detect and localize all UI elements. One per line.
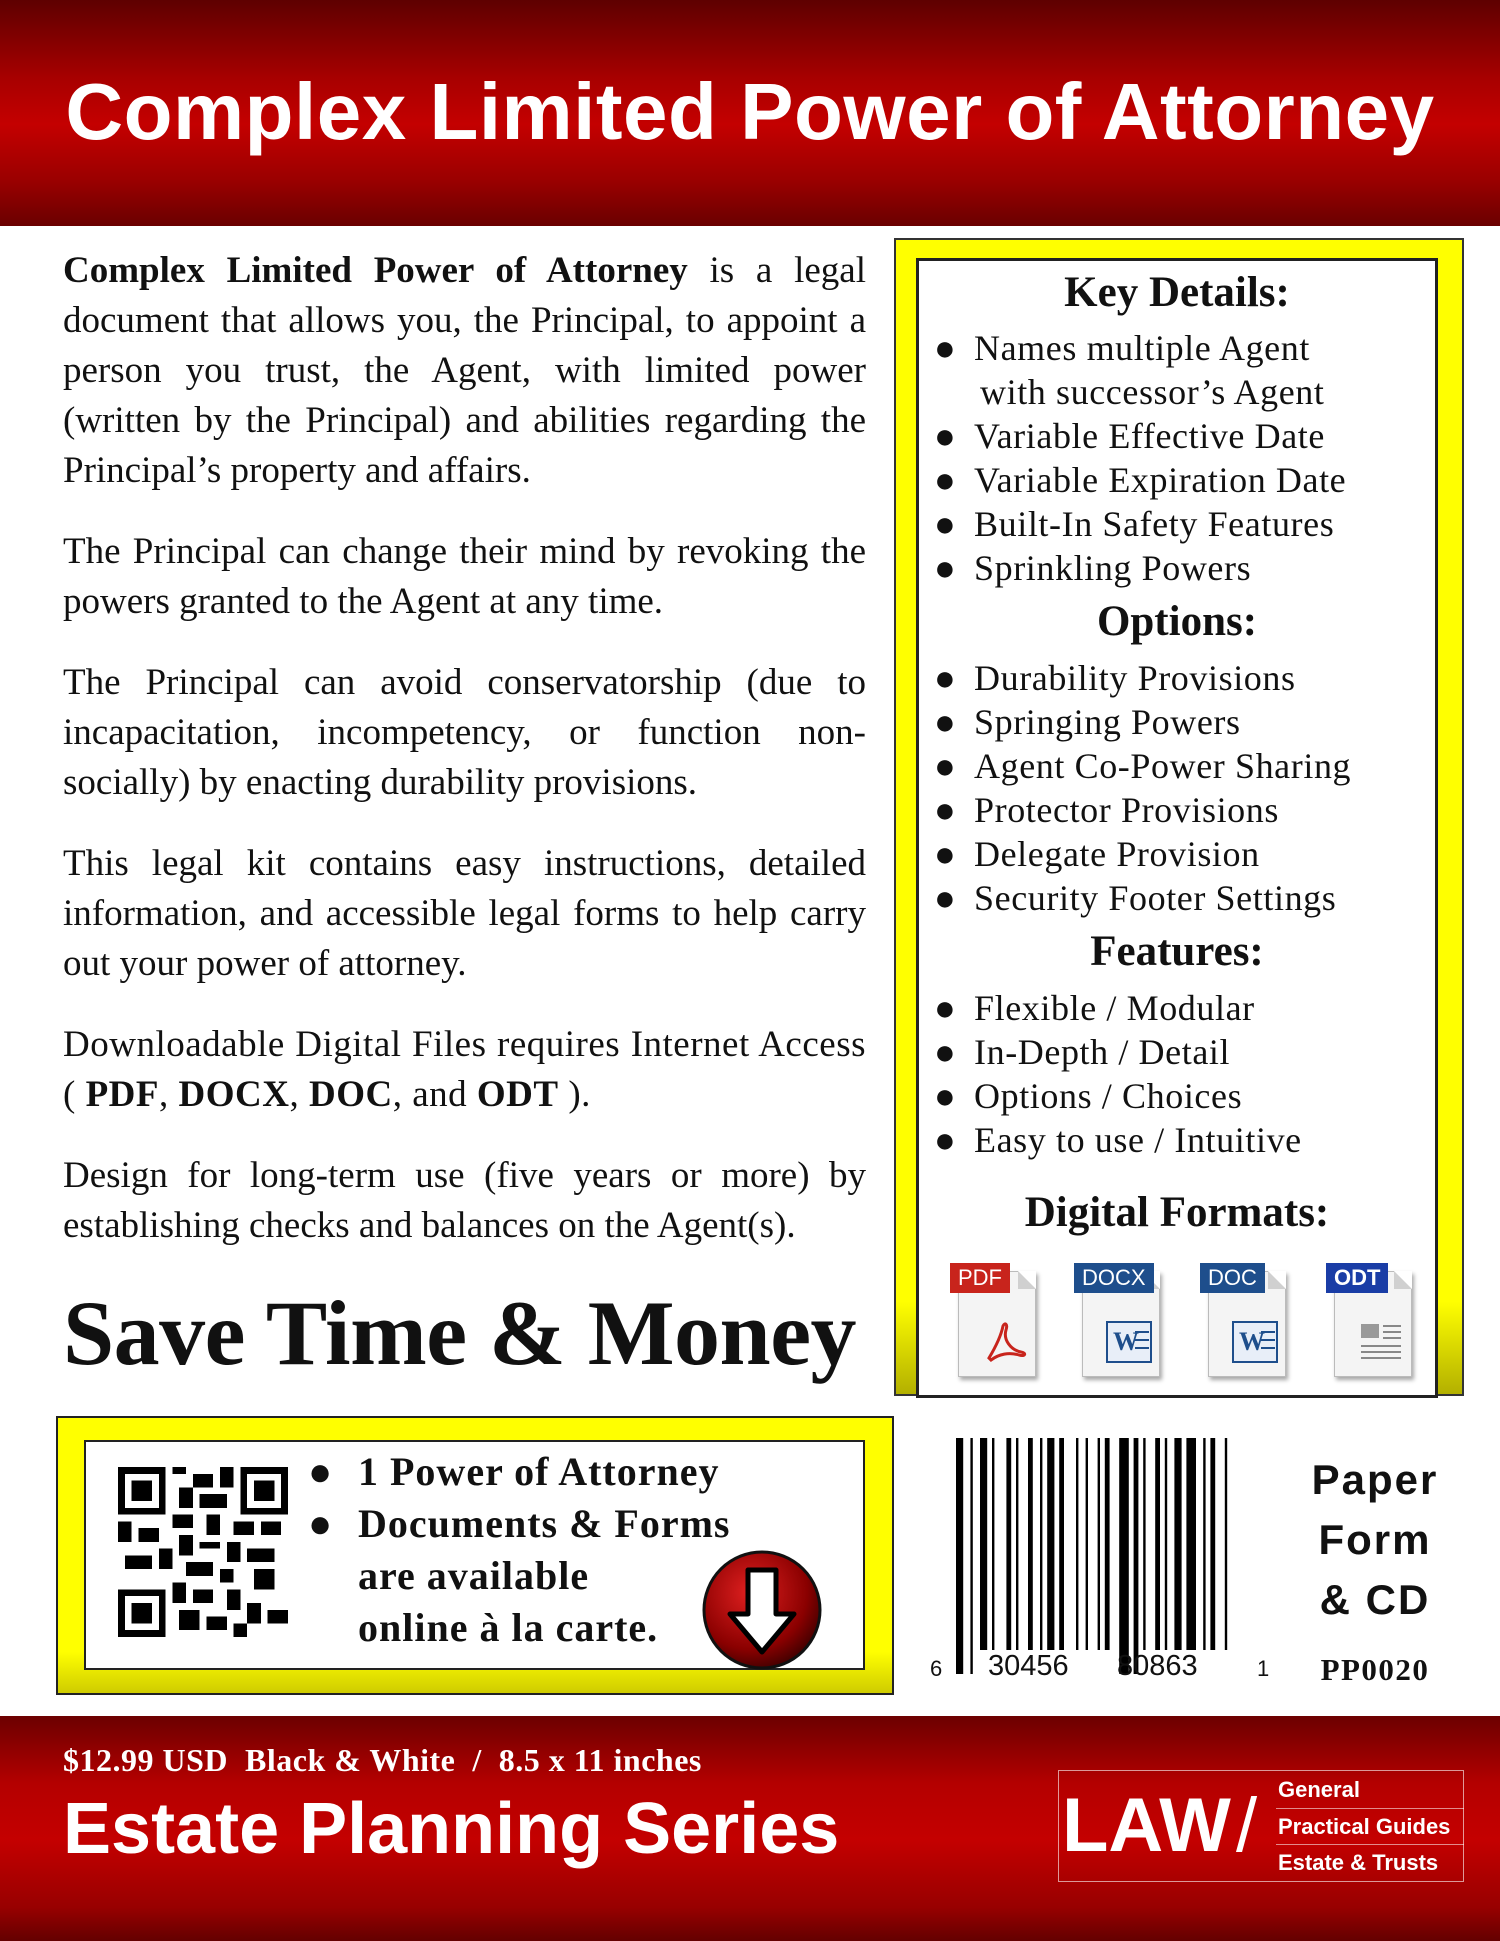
- barcode-bar: [1225, 1438, 1227, 1650]
- list-item: ● Springing Powers: [934, 702, 1241, 742]
- product-name: Complex Limited Power of Attorney: [63, 250, 688, 291]
- description-column: [63, 246, 866, 1282]
- list-item: ● Protector Provisions: [934, 790, 1279, 830]
- svg-text:W: W: [1239, 1327, 1265, 1356]
- product-format-line: Form: [1318, 1516, 1432, 1563]
- list-item: ● Durability Provisions: [934, 658, 1296, 698]
- page-title: Complex Limited Power of Attorney: [65, 67, 1435, 156]
- list-item: ● Easy to use / Intuitive: [934, 1120, 1302, 1160]
- barcode-bar: [1059, 1438, 1064, 1650]
- description-paragraph-3: The Principal can avoid conservatorship (due to incapacitation, incompetency, or function non-socially) by enacting durability provisions.: [63, 662, 866, 803]
- description-paragraph-2: The Principal can change their mind by revoking the powers granted to the Agent at any time.: [63, 531, 866, 622]
- list-item: ● Variable Expiration Date: [934, 460, 1347, 500]
- barcode-bar: [1028, 1438, 1033, 1650]
- product-format-line: Paper: [1311, 1456, 1439, 1503]
- price-line: $12.99 USD Black & White / 8.5 x 11 inches: [63, 1742, 702, 1778]
- barcode-bar: [956, 1438, 963, 1674]
- svg-text:W: W: [1113, 1327, 1139, 1356]
- product-format-line: & CD: [1319, 1576, 1431, 1623]
- barcode-bar: [1210, 1438, 1215, 1650]
- format-docx: DOCX: [178, 1074, 290, 1115]
- barcode-digit-right: 1: [1257, 1656, 1270, 1681]
- list-item: ● Security Footer Settings: [934, 878, 1337, 918]
- barcode-digit-left: 6: [930, 1656, 943, 1681]
- barcode-bar: [1134, 1438, 1139, 1674]
- doc-file-icon: [1200, 1263, 1288, 1381]
- list-item-continuation: with successor’s Agent: [980, 372, 1325, 412]
- description-paragraph-1-text: is a legal document that allows you, the Principal, to appoint a person you trust, the Agent, with limited power (written by the Principal) and abilities regarding the Principal’s property and affairs.: [63, 250, 866, 491]
- odt-label: ODT: [1326, 1263, 1388, 1293]
- series-title: Estate Planning Series: [63, 1789, 840, 1869]
- format-and: , and: [392, 1074, 477, 1115]
- key-details-list: [930, 326, 1430, 590]
- features-list: [930, 986, 1430, 1162]
- description-paragraph-6: Design for long-term use (five years or more) by establishing checks and balances on the Agent(s).: [63, 1155, 866, 1246]
- format-separator: ,: [289, 1074, 309, 1115]
- barcode-bar: [1047, 1438, 1054, 1650]
- list-item: ● Options / Choices: [934, 1076, 1243, 1116]
- format-separator: ,: [159, 1074, 179, 1115]
- barcode-bar: [1174, 1438, 1181, 1650]
- barcode-bar: [1203, 1438, 1205, 1650]
- format-pdf: PDF: [85, 1074, 160, 1115]
- online-text-line-2: online à la carte.: [358, 1605, 659, 1650]
- barcode-bar: [1186, 1438, 1196, 1650]
- law-logo-line-1: General: [1278, 1777, 1360, 1802]
- list-item: ● Agent Co-Power Sharing: [934, 746, 1352, 786]
- law-logo-line-2: Practical Guides: [1276, 1808, 1464, 1844]
- docx-file-icon: [1074, 1263, 1162, 1381]
- barcode-bar: [1006, 1438, 1011, 1650]
- format-doc: DOC: [308, 1074, 393, 1115]
- list-item: ● Sprinkling Powers: [934, 548, 1252, 588]
- barcode-bar: [1016, 1438, 1018, 1650]
- barcode-bar: [1165, 1438, 1167, 1650]
- description-paragraph-1: [63, 246, 866, 496]
- barcode-bar: [970, 1438, 972, 1674]
- tagline: Save Time & Money: [63, 1282, 857, 1384]
- online-list: [308, 1446, 731, 1550]
- pdf-file-icon: [950, 1263, 1038, 1381]
- options-list: [930, 656, 1430, 920]
- barcode: [930, 1430, 1270, 1690]
- list-item: ● Documents & Forms: [308, 1501, 731, 1546]
- law-logo-text: LAW: [1062, 1783, 1231, 1868]
- odt-file-icon: [1326, 1263, 1414, 1381]
- list-item: ● Built-In Safety Features: [934, 504, 1335, 544]
- files-suffix: ).: [558, 1074, 591, 1115]
- barcode-bar: [1076, 1438, 1078, 1650]
- barcode-bar: [1143, 1438, 1145, 1650]
- list-item: ● Flexible / Modular: [934, 988, 1255, 1028]
- down-arrow-icon[interactable]: [700, 1548, 824, 1672]
- online-text-line-1: are available: [358, 1553, 590, 1598]
- barcode-bar: [980, 1438, 987, 1650]
- qr-code-icon[interactable]: [118, 1467, 288, 1637]
- features-heading: Features:: [1090, 928, 1264, 975]
- list-item: ● Variable Effective Date: [934, 416, 1325, 456]
- barcode-bar: [1105, 1438, 1110, 1650]
- barcode-bar: [1155, 1438, 1160, 1650]
- product-format: [1290, 1450, 1460, 1630]
- description-paragraph-4: This legal kit contains easy instructions, detailed information, and accessible legal forms to help carry out your power of attorney.: [63, 843, 866, 984]
- barcode-bar: [1119, 1438, 1129, 1674]
- list-item: ● 1 Power of Attorney: [308, 1449, 720, 1494]
- docx-label: DOCX: [1074, 1263, 1154, 1293]
- barcode-digits-group-2: 80863: [1117, 1650, 1198, 1682]
- barcode-digits-group-1: 30456: [988, 1650, 1069, 1682]
- pdf-label: PDF: [950, 1263, 1010, 1293]
- format-odt: ODT: [476, 1074, 559, 1115]
- list-item: ● In-Depth / Detail: [934, 1032, 1231, 1072]
- digital-formats-heading: Digital Formats:: [1024, 1189, 1330, 1236]
- list-item: ● Names multiple Agent with successor’s Agent: [930, 326, 1430, 414]
- barcode-bar: [1086, 1438, 1088, 1650]
- files-prefix: Downloadable Digital Files requires Internet Access (: [63, 1024, 866, 1115]
- product-code: PP0020: [1320, 1652, 1430, 1687]
- doc-label: DOC: [1200, 1263, 1265, 1293]
- barcode-bar: [1040, 1438, 1042, 1650]
- description-paragraph-5: [63, 1020, 866, 1120]
- barcode-bar: [1098, 1438, 1100, 1650]
- law-logo-line-3: Estate & Trusts: [1276, 1844, 1464, 1880]
- law-logo-slash: /: [1236, 1783, 1258, 1868]
- key-details-heading: Key Details:: [1064, 269, 1290, 316]
- barcode-bar: [992, 1438, 994, 1650]
- list-item: ● Delegate Provision: [934, 834, 1260, 874]
- options-heading: Options:: [1096, 598, 1258, 645]
